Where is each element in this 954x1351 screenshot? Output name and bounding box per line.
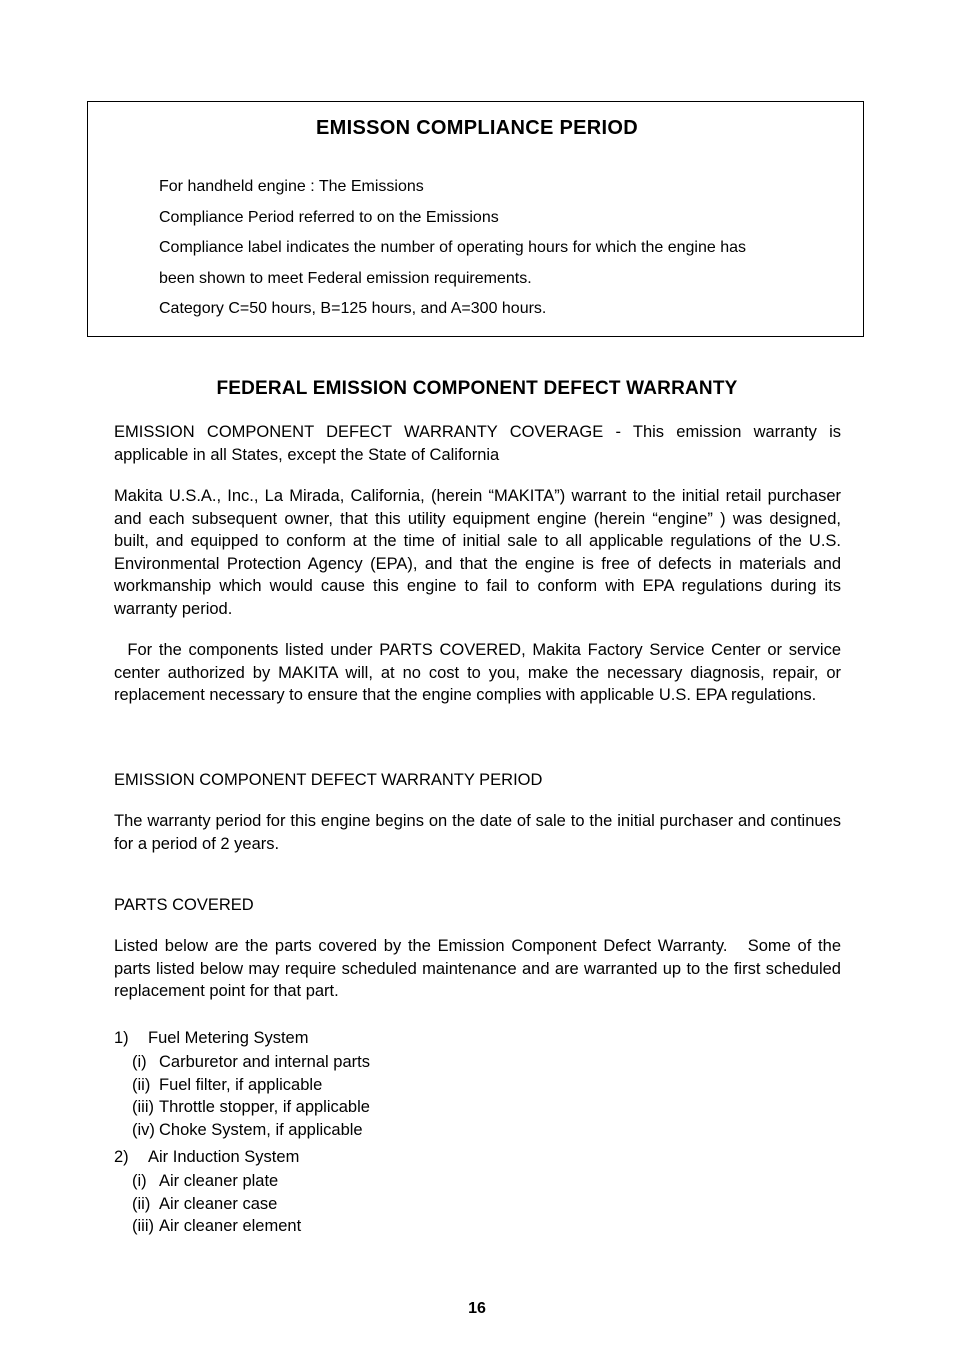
warranty-title: FEDERAL EMISSION COMPONENT DEFECT WARRANTY <box>216 378 738 399</box>
list-item <box>114 1027 308 1049</box>
list-subitem-label: Throttle stopper, if applicable <box>159 1098 370 1116</box>
list-subitem-number: (ii) <box>132 1195 151 1213</box>
compliance-line-5: Category C=50 hours, B=125 hours, and A=300 hours. <box>159 300 547 317</box>
list-item-label: Air Induction System <box>148 1148 300 1166</box>
list-subitem <box>132 1119 363 1141</box>
list-subitem-number: (iii) <box>132 1217 154 1235</box>
list-subitem-label: Choke System, if applicable <box>159 1121 363 1139</box>
components-paragraph: For the components listed under PARTS COVERED, Makita Factory Service Center or service center authorized by MAKITA will, at no cost to you, make the necessary diagnosis, repair, or replacement necessary to ensure that the engine complies with applicable U.S. EPA regulations. <box>114 641 841 704</box>
list-subitem <box>132 1193 277 1215</box>
parts-covered-heading: PARTS COVERED <box>114 896 254 914</box>
list-subitem <box>132 1051 370 1073</box>
list-subitem-label: Fuel filter, if applicable <box>159 1076 323 1094</box>
warranty-period-paragraph: The warranty period for this engine begins on the date of sale to the initial purchaser and continues for a period of 2 years. <box>114 812 841 853</box>
list-subitem-label: Air cleaner case <box>159 1195 278 1213</box>
list-item <box>114 1146 299 1168</box>
list-item-label: Fuel Metering System <box>148 1029 309 1047</box>
list-subitem <box>132 1096 370 1118</box>
compliance-line-3: Compliance label indicates the number of operating hours for which the engine has <box>159 239 747 256</box>
list-subitem-label: Air cleaner plate <box>159 1172 279 1190</box>
list-item-number: 1) <box>114 1029 129 1047</box>
list-subitem-number: (i) <box>132 1053 147 1071</box>
page-number: 16 <box>468 1300 486 1317</box>
compliance-line-4: been shown to meet Federal emission requirements. <box>159 270 532 287</box>
list-subitem-label: Air cleaner element <box>159 1217 302 1235</box>
list-subitem-number: (i) <box>132 1172 147 1190</box>
list-item-number: 2) <box>114 1148 129 1166</box>
list-subitem-label: Carburetor and internal parts <box>159 1053 370 1071</box>
compliance-line-2: Compliance Period referred to on the Emissions <box>159 209 499 226</box>
compliance-period-title: EMISSON COMPLIANCE PERIOD <box>316 117 638 139</box>
list-subitem-number: (ii) <box>132 1076 151 1094</box>
list-subitem <box>132 1215 301 1237</box>
list-subitem-number: (iv) <box>132 1121 155 1139</box>
coverage-paragraph: EMISSION COMPONENT DEFECT WARRANTY COVERAGE - This emission warranty is applicable in all States, except the State of California <box>114 423 841 464</box>
list-subitem-number: (iii) <box>132 1098 154 1116</box>
parts-covered-paragraph: Listed below are the parts covered by the Emission Component Defect Warranty. Some of the parts listed below may require scheduled maintenance and are warranted up to the first scheduled replacement point for that part. <box>114 937 841 1000</box>
compliance-line-1: For handheld engine : The Emissions <box>159 178 424 195</box>
list-subitem <box>132 1170 278 1192</box>
warranty-period-heading: EMISSION COMPONENT DEFECT WARRANTY PERIOD <box>114 771 543 789</box>
list-subitem <box>132 1074 322 1096</box>
makita-warranty-paragraph: Makita U.S.A., Inc., La Mirada, California, (herein “MAKITA”) warrant to the initial retail purchaser and each subsequent owner, that this utility equipment engine (herein “engine” ) was designed, built, and equipped to conform at the time of initial sale to all applicable regulations of the U.S. Environmental Protection Agency (EPA), and that the engine is free of defects in materials and workmanship which would cause this engine to fail to conform with EPA regulations during its warranty period. <box>114 487 841 618</box>
